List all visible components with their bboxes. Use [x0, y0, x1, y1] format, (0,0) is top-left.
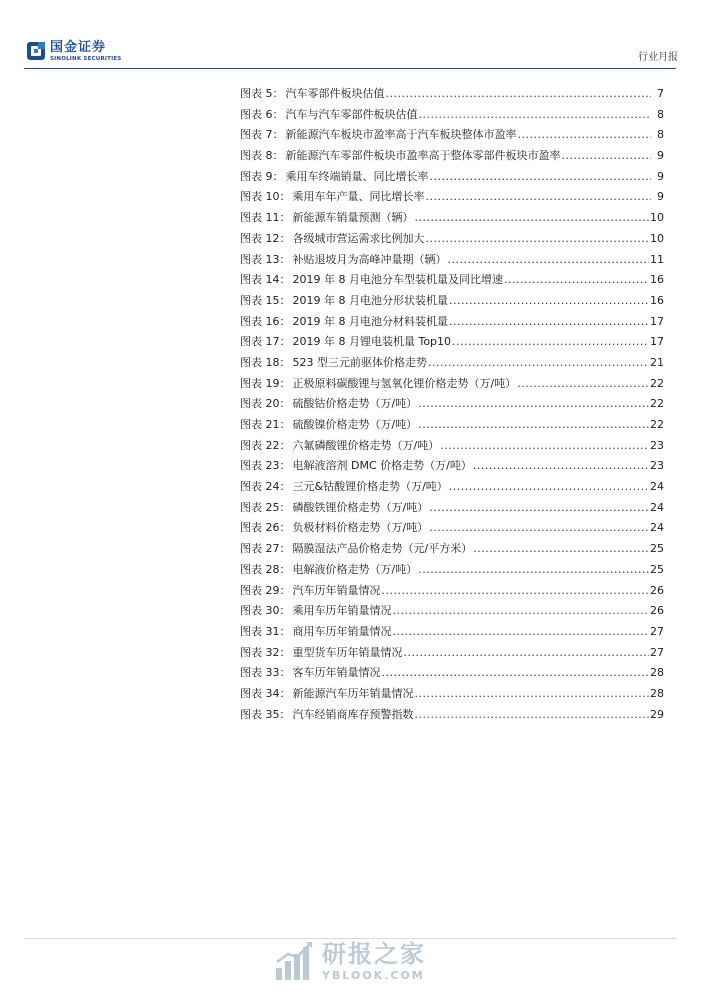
watermark	[274, 940, 454, 986]
toc-entry-title[interactable]: 客车历年销量情况	[292, 666, 381, 680]
toc-dot-leader	[449, 312, 649, 333]
toc-entry-page[interactable]: 25	[650, 562, 664, 576]
toc-entry-page[interactable]: 24	[650, 480, 664, 494]
toc-dot-leader	[418, 560, 649, 581]
watermark-chinese-text: 研报之家	[322, 940, 426, 968]
toc-dot-leader	[386, 84, 652, 105]
toc-entry-label: 图表 32：	[240, 645, 291, 659]
toc-entry-page[interactable]: 27	[650, 645, 664, 659]
toc-entry-label: 图表 18：	[240, 355, 291, 369]
toc-entry-title[interactable]: 硫酸钴价格走势（万/吨）	[292, 397, 418, 411]
toc-entry[interactable]	[240, 560, 664, 581]
toc-entry-title[interactable]: 正极原料碳酸锂与氢氧化锂价格走势（万/吨）	[292, 376, 517, 390]
toc-entry-label: 图表 21：	[240, 418, 291, 431]
toc-entry-label: 图表 31：	[240, 624, 291, 638]
toc-entry-page[interactable]: 25	[650, 542, 664, 556]
toc-entry[interactable]	[240, 477, 664, 498]
sinolink-logo-icon	[26, 41, 46, 61]
toc-entry-title[interactable]: 乘用车终端销量、同比增长率	[285, 169, 429, 183]
toc-entry-title[interactable]: 2019 年 8 月电池分形状装机量	[292, 293, 448, 307]
toc-entry-title[interactable]: 补贴退坡月为高峰冲量期（辆）	[292, 252, 447, 266]
toc-entry[interactable]	[240, 208, 664, 229]
toc-entry-title[interactable]: 电解液溶剂 DMC 价格走势（万/吨）	[292, 459, 472, 473]
report-type-label: 行业月报	[638, 52, 678, 63]
toc-entry[interactable]	[240, 270, 664, 291]
toc-entry[interactable]	[240, 84, 664, 105]
toc-entry[interactable]	[240, 643, 664, 664]
toc-dot-leader	[415, 208, 650, 229]
toc-entry-label: 图表 30：	[240, 604, 291, 618]
company-logo	[26, 40, 166, 66]
toc-entry-page[interactable]: 27	[650, 624, 664, 638]
toc-entry-label: 图表 25：	[240, 500, 291, 514]
toc-entry-page[interactable]: 22	[650, 418, 664, 431]
toc-entry-title[interactable]: 硫酸镍价格走势（万/吨）	[292, 418, 418, 431]
toc-dot-leader	[382, 581, 650, 602]
toc-entry-page[interactable]: 26	[650, 583, 664, 597]
toc-entry-page[interactable]: 9	[657, 190, 664, 204]
toc-dot-leader	[562, 146, 652, 167]
toc-entry-label: 图表 9：	[240, 169, 284, 183]
toc-entry-label: 图表 20：	[240, 397, 291, 411]
toc-dot-leader	[440, 436, 649, 457]
toc-entry-label: 图表 7：	[240, 128, 284, 142]
toc-entry-page[interactable]: 7	[657, 87, 664, 100]
toc-entry-label: 图表 24：	[240, 480, 291, 494]
toc-entry-page[interactable]: 23	[650, 459, 664, 473]
toc-entry-page[interactable]: 11	[650, 252, 664, 266]
toc-entry-label: 图表 27：	[240, 542, 291, 556]
toc-entry[interactable]	[240, 436, 664, 457]
toc-entry-page[interactable]: 17	[650, 335, 664, 349]
toc-entry-page[interactable]: 22	[650, 376, 664, 390]
footer-divider	[24, 938, 676, 939]
toc-entry-label: 图表 12：	[240, 231, 291, 245]
toc-entry-title[interactable]: 新能源汽车零部件板块市盈率高于整体零部件板块市盈率	[285, 149, 561, 163]
header-divider	[24, 68, 676, 69]
toc-entry-title[interactable]: 新能源汽车板块市盈率高于汽车板块整体市盈率	[285, 128, 517, 142]
toc-entry-title[interactable]: 523 型三元前驱体价格走势	[292, 355, 427, 369]
toc-entry[interactable]	[240, 187, 664, 208]
toc-dot-leader	[415, 705, 650, 726]
toc-entry-page[interactable]: 21	[650, 355, 664, 369]
toc-dot-leader	[382, 663, 650, 684]
toc-dot-leader	[504, 270, 649, 291]
toc-dot-leader	[473, 456, 649, 477]
toc-entry-label: 图表 13：	[240, 252, 291, 266]
toc-entry-label: 图表 8：	[240, 149, 284, 163]
toc-dot-leader	[415, 684, 650, 705]
toc-entry[interactable]	[240, 684, 664, 705]
toc-entry-title[interactable]: 三元&钴酸锂价格走势（万/吨）	[292, 480, 448, 494]
toc-entry-label: 图表 22：	[240, 438, 291, 452]
toc-entry[interactable]	[240, 622, 664, 643]
toc-dot-leader	[426, 229, 650, 250]
toc-entry-title[interactable]: 汽车与汽车零部件板块估值	[285, 107, 418, 121]
toc-entry-label: 图表 23：	[240, 459, 291, 473]
toc-entry-title[interactable]: 乘用车历年销量情况	[292, 604, 392, 618]
toc-entry-page[interactable]: 29	[650, 707, 664, 721]
toc-entry[interactable]	[240, 374, 664, 395]
toc-dot-leader	[404, 643, 650, 664]
toc-entry[interactable]	[240, 601, 664, 622]
toc-entry-page[interactable]: 24	[650, 500, 664, 514]
toc-entry-title[interactable]: 2019 年 8 月电池分材料装机量	[292, 314, 448, 328]
toc-entry[interactable]	[240, 312, 664, 333]
toc-dot-leader	[429, 518, 649, 539]
toc-entry-page[interactable]: 22	[650, 397, 664, 411]
bar-chart-icon	[274, 940, 314, 982]
logo-english-name: SINOLINK SECURITIES	[50, 56, 122, 62]
toc-entry-label: 图表 26：	[240, 521, 291, 535]
toc-entry-page[interactable]: 16	[650, 273, 664, 287]
toc-dot-leader	[518, 125, 652, 146]
toc-entry[interactable]	[240, 250, 664, 271]
toc-dot-leader	[428, 353, 649, 374]
toc-entry-page[interactable]: 26	[650, 604, 664, 618]
toc-entry-label: 图表 34：	[240, 686, 291, 700]
toc-entry-page[interactable]: 28	[650, 686, 664, 700]
toc-entry-page[interactable]: 8	[657, 128, 664, 142]
toc-entry[interactable]	[240, 353, 664, 374]
toc-entry-page[interactable]: 16	[650, 293, 664, 307]
toc-dot-leader	[426, 187, 652, 208]
toc-entry[interactable]	[240, 581, 664, 602]
toc-dot-leader	[393, 601, 650, 622]
toc-entry-title[interactable]: 六氟磷酸锂价格走势（万/吨）	[292, 438, 440, 452]
toc-entry[interactable]	[240, 332, 664, 353]
toc-entry-page[interactable]: 17	[650, 314, 664, 328]
page-header	[0, 0, 702, 70]
toc-entry[interactable]	[240, 125, 664, 146]
toc-entry-title[interactable]: 重型货车历年销量情况	[292, 645, 403, 659]
toc-entry-title[interactable]: 新能源汽车历年销量情况	[292, 686, 414, 700]
toc-entry-label: 图表 6：	[240, 107, 284, 121]
toc-entry-title[interactable]: 隔膜湿法产品价格走势（元/平方米）	[292, 542, 473, 556]
toc-dot-leader	[418, 415, 649, 436]
toc-entry[interactable]	[240, 229, 664, 250]
figure-table-of-contents	[240, 84, 664, 725]
toc-entry-label: 图表 5：	[240, 87, 284, 100]
toc-entry[interactable]	[240, 415, 664, 436]
toc-dot-leader	[449, 291, 649, 312]
toc-entry-title[interactable]: 2019 年 8 月锂电装机量 Top10	[292, 335, 452, 349]
toc-entry-page[interactable]: 28	[650, 666, 664, 680]
toc-entry-label: 图表 16：	[240, 314, 291, 328]
toc-dot-leader	[418, 394, 649, 415]
toc-entry-page[interactable]: 10	[650, 231, 664, 245]
toc-entry-title[interactable]: 新能源车销量预测（辆）	[292, 211, 414, 225]
toc-dot-leader	[452, 332, 649, 353]
toc-entry[interactable]	[240, 456, 664, 477]
toc-entry-page[interactable]: 8	[657, 107, 664, 121]
toc-entry-label: 图表 28：	[240, 562, 291, 576]
toc-entry-title[interactable]: 汽车零部件板块估值	[285, 87, 385, 100]
toc-entry-page[interactable]: 10	[650, 211, 664, 225]
toc-entry[interactable]	[240, 539, 664, 560]
toc-entry[interactable]	[240, 498, 664, 519]
toc-entry[interactable]	[240, 705, 664, 726]
toc-entry-label: 图表 35：	[240, 707, 291, 721]
toc-entry-label: 图表 19：	[240, 376, 291, 390]
toc-entry[interactable]	[240, 105, 664, 126]
toc-entry-title[interactable]: 商用车历年销量情况	[292, 624, 392, 638]
toc-entry[interactable]	[240, 518, 664, 539]
toc-entry-title[interactable]: 2019 年 8 月电池分车型装机量及同比增速	[292, 273, 503, 287]
toc-dot-leader	[473, 539, 649, 560]
toc-entry-title[interactable]: 磷酸铁锂价格走势（万/吨）	[292, 500, 429, 514]
toc-entry-label: 图表 10：	[240, 190, 291, 204]
toc-dot-leader	[429, 498, 649, 519]
toc-entry-label: 图表 14：	[240, 273, 291, 287]
toc-entry-title[interactable]: 汽车经销商库存预警指数	[292, 707, 414, 721]
toc-entry-title[interactable]: 电解液价格走势（万/吨）	[292, 562, 418, 576]
toc-entry[interactable]	[240, 167, 664, 188]
toc-entry-label: 图表 33：	[240, 666, 291, 680]
toc-entry-page[interactable]: 24	[650, 521, 664, 535]
toc-entry-page[interactable]: 23	[650, 438, 664, 452]
toc-entry-page[interactable]: 9	[657, 149, 664, 163]
toc-dot-leader	[449, 477, 649, 498]
toc-dot-leader	[517, 374, 649, 395]
toc-entry-title[interactable]: 汽车历年销量情况	[292, 583, 381, 597]
logo-chinese-name: 国金证券	[50, 40, 107, 55]
toc-entry-label: 图表 17：	[240, 335, 291, 349]
toc-entry-label: 图表 11：	[240, 211, 291, 225]
toc-entry-title[interactable]: 各级城市营运需求比例加大	[292, 231, 425, 245]
toc-entry[interactable]	[240, 394, 664, 415]
toc-entry[interactable]	[240, 663, 664, 684]
toc-dot-leader	[430, 167, 652, 188]
watermark-english-text: YBLOOK.COM	[322, 969, 425, 982]
toc-entry-title[interactable]: 负极材料价格走势（万/吨）	[292, 521, 429, 535]
toc-entry[interactable]	[240, 291, 664, 312]
toc-entry-page[interactable]: 9	[657, 169, 664, 183]
toc-dot-leader	[448, 250, 650, 271]
toc-dot-leader	[393, 622, 650, 643]
toc-entry-title[interactable]: 乘用车年产量、同比增长率	[292, 190, 425, 204]
toc-entry-label: 图表 15：	[240, 293, 291, 307]
toc-dot-leader	[419, 105, 652, 126]
toc-entry[interactable]	[240, 146, 664, 167]
toc-entry-label: 图表 29：	[240, 583, 291, 597]
